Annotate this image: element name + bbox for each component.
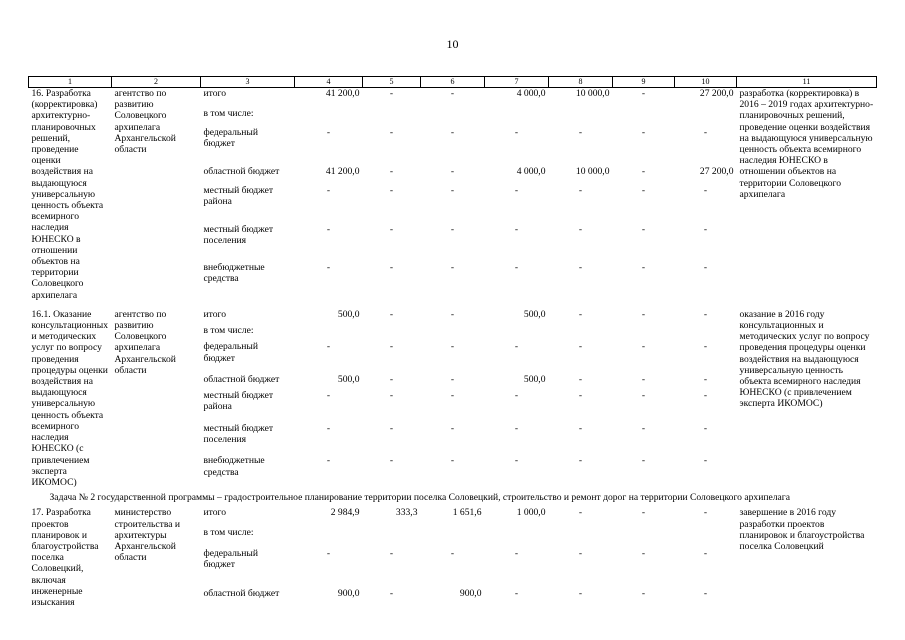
amount-cell [421, 108, 485, 127]
col-5-header: 5 [363, 77, 421, 88]
amount-cell: - [389, 390, 394, 402]
amount-cell: - [641, 165, 646, 177]
amount-cell [421, 325, 485, 341]
amount-cell: - [326, 390, 331, 402]
amount-cell: - [578, 455, 583, 467]
amount-cell [485, 527, 549, 547]
amount-cell: - [578, 262, 583, 274]
amount-cell: 1 651,6 [452, 507, 482, 519]
amount-cell [363, 108, 421, 127]
amount-cell: - [578, 507, 583, 519]
amount-cell: - [703, 308, 708, 320]
amount-cell: - [703, 390, 708, 402]
col-7-header: 7 [485, 77, 549, 88]
amount-cell: 4 000,0 [516, 88, 546, 99]
funding-source: в том числе: [203, 107, 254, 119]
amount-cell: - [326, 455, 331, 467]
amount-cell: - [450, 262, 455, 274]
amount-cell: - [389, 126, 394, 138]
amount-cell: 41 200,0 [325, 165, 360, 177]
column-number-header [29, 77, 877, 88]
funding-source: областной бюджет [203, 374, 280, 385]
amount-cell: - [389, 455, 394, 467]
amount-cell: 333,3 [395, 507, 418, 519]
funding-source: местный бюджет поселения [203, 422, 274, 446]
amount-cell [421, 527, 485, 547]
amount-cell: - [514, 223, 519, 235]
amount-cell: 41 200,0 [325, 88, 360, 99]
amount-cell: - [514, 422, 519, 434]
amount-cell: - [641, 223, 646, 235]
amount-cell: 4 000,0 [516, 165, 546, 177]
amount-cell: - [641, 587, 646, 599]
col-2-header: 2 [112, 77, 201, 88]
amount-cell: - [514, 126, 519, 138]
amount-cell: - [703, 422, 708, 434]
amount-cell: - [641, 374, 646, 385]
amount-cell: - [514, 262, 519, 274]
amount-cell: - [450, 223, 455, 235]
amount-cell: - [326, 126, 331, 138]
amount-cell: - [514, 341, 519, 353]
amount-cell: - [389, 547, 394, 559]
expected-result: разработка (корректировка) в 2016 – 2019 годах архитектурно-планировочных решений, проведение оценки воздействия на выдающуюся универсальную ценность объекта всемирного наследия ЮНЕСКО в отношении объектов на территории Соловецкого архипелага [739, 88, 874, 200]
amount-cell: - [326, 223, 331, 235]
amount-cell: - [641, 308, 646, 320]
amount-cell [363, 527, 421, 547]
amount-cell: - [389, 223, 394, 235]
amount-cell: - [326, 422, 331, 434]
amount-cell: - [450, 341, 455, 353]
col-11-header: 11 [737, 77, 877, 88]
amount-cell: - [641, 507, 646, 519]
amount-cell: - [514, 455, 519, 467]
page-number: 10 [446, 37, 459, 51]
funding-source: местный бюджет поселения [203, 223, 274, 246]
amount-cell [295, 108, 363, 127]
amount-cell: - [703, 184, 708, 196]
col-9-header: 9 [613, 77, 675, 88]
funding-source: итого [203, 507, 226, 519]
col-6-header: 6 [421, 77, 485, 88]
amount-cell: 10 000,0 [575, 88, 610, 99]
amount-cell: - [326, 547, 331, 559]
funding-source: в том числе: [203, 527, 254, 539]
amount-cell: - [641, 341, 646, 353]
amount-cell: - [641, 390, 646, 402]
task-heading-row [29, 488, 877, 507]
amount-cell: - [326, 262, 331, 274]
amount-cell: 500,0 [337, 374, 360, 385]
amount-cell: 27 200,0 [699, 165, 734, 177]
amount-cell: - [641, 184, 646, 196]
amount-cell: - [389, 262, 394, 274]
amount-cell: - [389, 374, 394, 385]
funding-source: местный бюджет района [203, 390, 274, 413]
amount-cell: - [450, 88, 455, 99]
amount-cell: - [578, 126, 583, 138]
amount-cell [549, 325, 613, 341]
executor: агентство по развитию Соловецкого архипелага Архангельской области [114, 88, 176, 156]
amount-cell: - [578, 308, 583, 320]
amount-cell [549, 108, 613, 127]
amount-cell: - [703, 126, 708, 138]
col-3-header: 3 [201, 77, 295, 88]
funding-source: итого [203, 88, 226, 99]
spacer [29, 301, 877, 309]
amount-cell: - [450, 374, 455, 385]
measure-name: 17. Разработка проектов планировок и благоустройства поселка Соловецкий, включая инженерные изыскания [31, 507, 99, 608]
entry-16-row [29, 88, 877, 108]
amount-cell: - [326, 184, 331, 196]
amount-cell: - [578, 223, 583, 235]
funding-source: федеральный бюджет [203, 341, 259, 364]
amount-cell: 500,0 [337, 308, 360, 320]
amount-cell [485, 325, 549, 341]
amount-cell: - [703, 587, 708, 599]
expected-result: оказание в 2016 году консультационных и методических услуг по вопросу проведения процедуры оценки воздействия на выдающуюся универсальную ценность объекта всемирного наследия ЮНЕСКО (с привлечением эксперта ИКОМОС) [739, 308, 870, 410]
amount-cell [613, 108, 675, 127]
amount-cell [363, 325, 421, 341]
amount-cell: - [514, 390, 519, 402]
amount-cell: 500,0 [523, 374, 546, 385]
task-heading: Задача № 2 государственной программы – градостроительное планирование территории поселка Соловецкий, строительство и ремонт дорог на территории Соловецкого архипелага [49, 492, 790, 504]
amount-cell [675, 108, 737, 127]
amount-cell: 500,0 [523, 308, 546, 320]
amount-cell: - [450, 390, 455, 402]
measure-name: 16.1. Оказание консультационных и методических услуг по вопросу проведения процедуры оценки воздействия на выдающуюся универсальную ценность объекта всемирного наследия ЮНЕСКО (с привлечением эксперта ИКОМОС) [31, 308, 109, 488]
amount-cell [613, 527, 675, 547]
amount-cell: - [641, 126, 646, 138]
amount-cell: - [514, 587, 519, 599]
amount-cell: - [641, 547, 646, 559]
program-table [28, 76, 877, 608]
amount-cell: - [326, 341, 331, 353]
amount-cell: - [389, 341, 394, 353]
amount-cell: - [578, 587, 583, 599]
entry-17-row [29, 507, 877, 527]
amount-cell: - [450, 165, 455, 177]
col-1-header: 1 [29, 77, 112, 88]
col-10-header: 10 [675, 77, 737, 88]
amount-cell: - [641, 422, 646, 434]
amount-cell: - [703, 223, 708, 235]
amount-cell: - [389, 88, 394, 99]
amount-cell: - [389, 165, 394, 177]
amount-cell: - [389, 422, 394, 434]
amount-cell: - [641, 455, 646, 467]
amount-cell: - [450, 422, 455, 434]
funding-source: федеральный бюджет [203, 126, 259, 150]
amount-cell: - [514, 547, 519, 559]
spacer-row [29, 301, 877, 309]
funding-source: местный бюджет района [203, 184, 274, 208]
col-8-header: 8 [549, 77, 613, 88]
amount-cell: - [578, 184, 583, 196]
amount-cell: - [389, 184, 394, 196]
amount-cell: - [578, 390, 583, 402]
amount-cell [295, 325, 363, 341]
table-body [29, 77, 877, 609]
amount-cell [485, 108, 549, 127]
funding-source: внебюджетные средства [203, 262, 265, 285]
funding-source: областной бюджет [203, 587, 280, 599]
amount-cell: - [450, 184, 455, 196]
amount-cell: - [641, 262, 646, 274]
amount-cell: - [450, 126, 455, 138]
amount-cell [549, 527, 613, 547]
amount-cell: - [578, 374, 583, 385]
amount-cell: 900,0 [459, 587, 482, 599]
amount-cell: - [450, 455, 455, 467]
col-4-header: 4 [295, 77, 363, 88]
amount-cell [675, 527, 737, 547]
amount-cell: - [703, 262, 708, 274]
amount-cell: - [703, 374, 708, 385]
amount-cell [295, 527, 363, 547]
amount-cell: - [641, 88, 646, 99]
amount-cell: - [578, 422, 583, 434]
funding-source: федеральный бюджет [203, 547, 259, 570]
amount-cell: - [389, 308, 394, 320]
funding-source: областной бюджет [203, 165, 280, 177]
amount-cell [613, 325, 675, 341]
funding-source: в том числе: [203, 325, 254, 337]
amount-cell: - [703, 341, 708, 353]
amount-cell: - [703, 455, 708, 467]
expected-result: завершение в 2016 году разработки проектов планировок и благоустройства поселка Соловецкий [739, 507, 865, 552]
amount-cell: 1 000,0 [516, 507, 546, 519]
amount-cell: - [450, 547, 455, 559]
funding-source: внебюджетные средства [203, 455, 265, 478]
amount-cell: - [514, 184, 519, 196]
amount-cell: - [578, 547, 583, 559]
amount-cell: 27 200,0 [699, 88, 734, 99]
amount-cell: - [450, 308, 455, 320]
amount-cell: 10 000,0 [575, 165, 610, 177]
amount-cell: - [578, 341, 583, 353]
executor: министерство строительства и архитектуры Архангельской области [114, 507, 181, 564]
amount-cell [675, 325, 737, 341]
entry-16-1-row [29, 309, 877, 325]
amount-cell: 900,0 [337, 587, 360, 599]
measure-name: 16. Разработка (корректировка) архитектурно-планировочных решений, проведение оценки воздействия на выдающуюся универсальную ценность объекта всемирного наследия ЮНЕСКО в отношении объектов на территории Соловецкого архипелага [31, 88, 104, 301]
funding-source: итого [203, 308, 226, 320]
amount-cell: - [703, 547, 708, 559]
executor: агентство по развитию Соловецкого архипелага Архангельской области [114, 308, 176, 376]
amount-cell: 2 984,9 [330, 507, 360, 519]
amount-cell: - [389, 587, 394, 599]
amount-cell: - [703, 507, 708, 519]
